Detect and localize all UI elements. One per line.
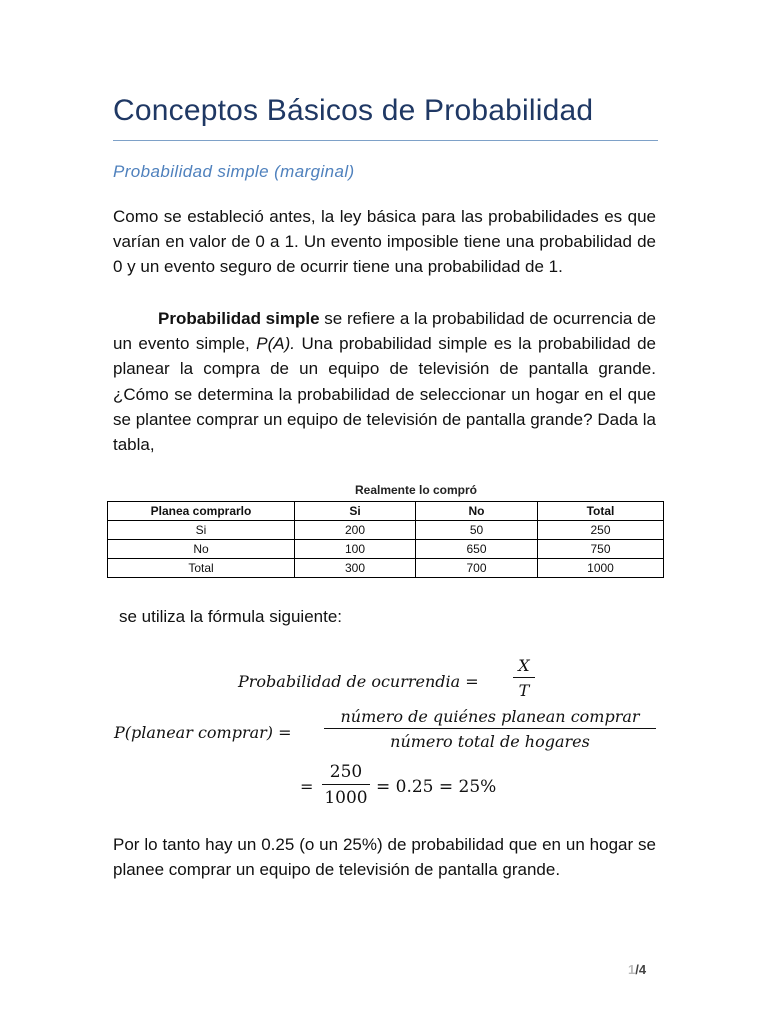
table-header-row xyxy=(108,502,664,521)
formula2-denominator: número total de hogares xyxy=(390,732,590,751)
formula2-left: P(planear comprar) = xyxy=(114,723,292,742)
table-row xyxy=(108,559,664,578)
section-subtitle: Probabilidad simple (marginal) xyxy=(113,162,355,181)
formula1-denominator: T xyxy=(518,681,530,700)
table-cell: 100 xyxy=(295,540,416,559)
notation-italic: P(A). xyxy=(256,334,295,354)
formula1-left: Probabilidad de ocurrendia = xyxy=(238,672,479,691)
fraction-bar xyxy=(513,677,535,678)
definition-paragraph xyxy=(113,306,656,457)
intro-paragraph: Como se estableció antes, la ley básica para las probabilidades es que varían en valor de 0 a 1. Un evento imposible tiene una probabilidad de 0 y un evento seguro de ocurrir tiene una probabilidad de 1. xyxy=(113,207,656,277)
fraction-bar xyxy=(322,784,370,785)
formula2-numerator: número de quiénes planean comprar xyxy=(340,707,640,726)
table-cell: 750 xyxy=(538,540,664,559)
table-row xyxy=(108,540,664,559)
table-cell: 50 xyxy=(416,521,538,540)
table-cell: 700 xyxy=(416,559,538,578)
title-underline xyxy=(113,140,658,141)
table-row xyxy=(108,521,664,540)
table-cell: 200 xyxy=(295,521,416,540)
term-bold: Probabilidad simple xyxy=(158,309,320,328)
header-cell: Si xyxy=(295,502,416,521)
page-number xyxy=(628,962,646,977)
formula3-numerator: 250 xyxy=(329,762,363,782)
table-cell: 300 xyxy=(295,559,416,578)
table-cell: 250 xyxy=(538,521,664,540)
formula3-equals: = xyxy=(300,777,314,796)
formula1-numerator: X xyxy=(518,656,530,675)
formula2-fraction xyxy=(324,707,656,751)
header-cell: Planea comprarlo xyxy=(108,502,295,521)
page-title: Conceptos Básicos de Probabilidad xyxy=(113,94,594,127)
table-cell: Total xyxy=(108,559,295,578)
fraction-bar xyxy=(324,728,656,729)
definition-text-b: Una probabilidad simple es la probabilidad de planear la compra de un equipo de televisión de pantalla grande. ¿Cómo se determina la probabilidad de seleccionar un hogar en el que se plantee comprar un equipo de televisión de pantalla grande? Dada la tabla, xyxy=(113,334,657,455)
page-total: /4 xyxy=(635,962,647,977)
table-caption: Realmente lo compró xyxy=(354,483,478,497)
page-current: 1 xyxy=(628,962,636,977)
table-cell: 1000 xyxy=(538,559,664,578)
formula3-result: = 0.25 = 25% xyxy=(376,777,497,797)
header-cell: No xyxy=(416,502,538,521)
definition-text-a: se refiere a la probabilidad de ocurrencia de un evento simple, xyxy=(113,309,656,354)
contingency-table xyxy=(107,501,664,578)
table-cell: No xyxy=(108,540,295,559)
header-cell: Total xyxy=(538,502,664,521)
formula3-fraction xyxy=(322,762,370,808)
formula1-fraction xyxy=(513,656,535,700)
table-cell: Si xyxy=(108,521,295,540)
formula-intro: se utiliza la fórmula siguiente: xyxy=(119,607,343,626)
table-cell: 650 xyxy=(416,540,538,559)
formula3-denominator: 1000 xyxy=(324,788,368,808)
conclusion-paragraph: Por lo tanto hay un 0.25 (o un 25%) de probabilidad que en un hogar se planee comprar un equipo de televisión de pantalla grande. xyxy=(113,835,656,880)
